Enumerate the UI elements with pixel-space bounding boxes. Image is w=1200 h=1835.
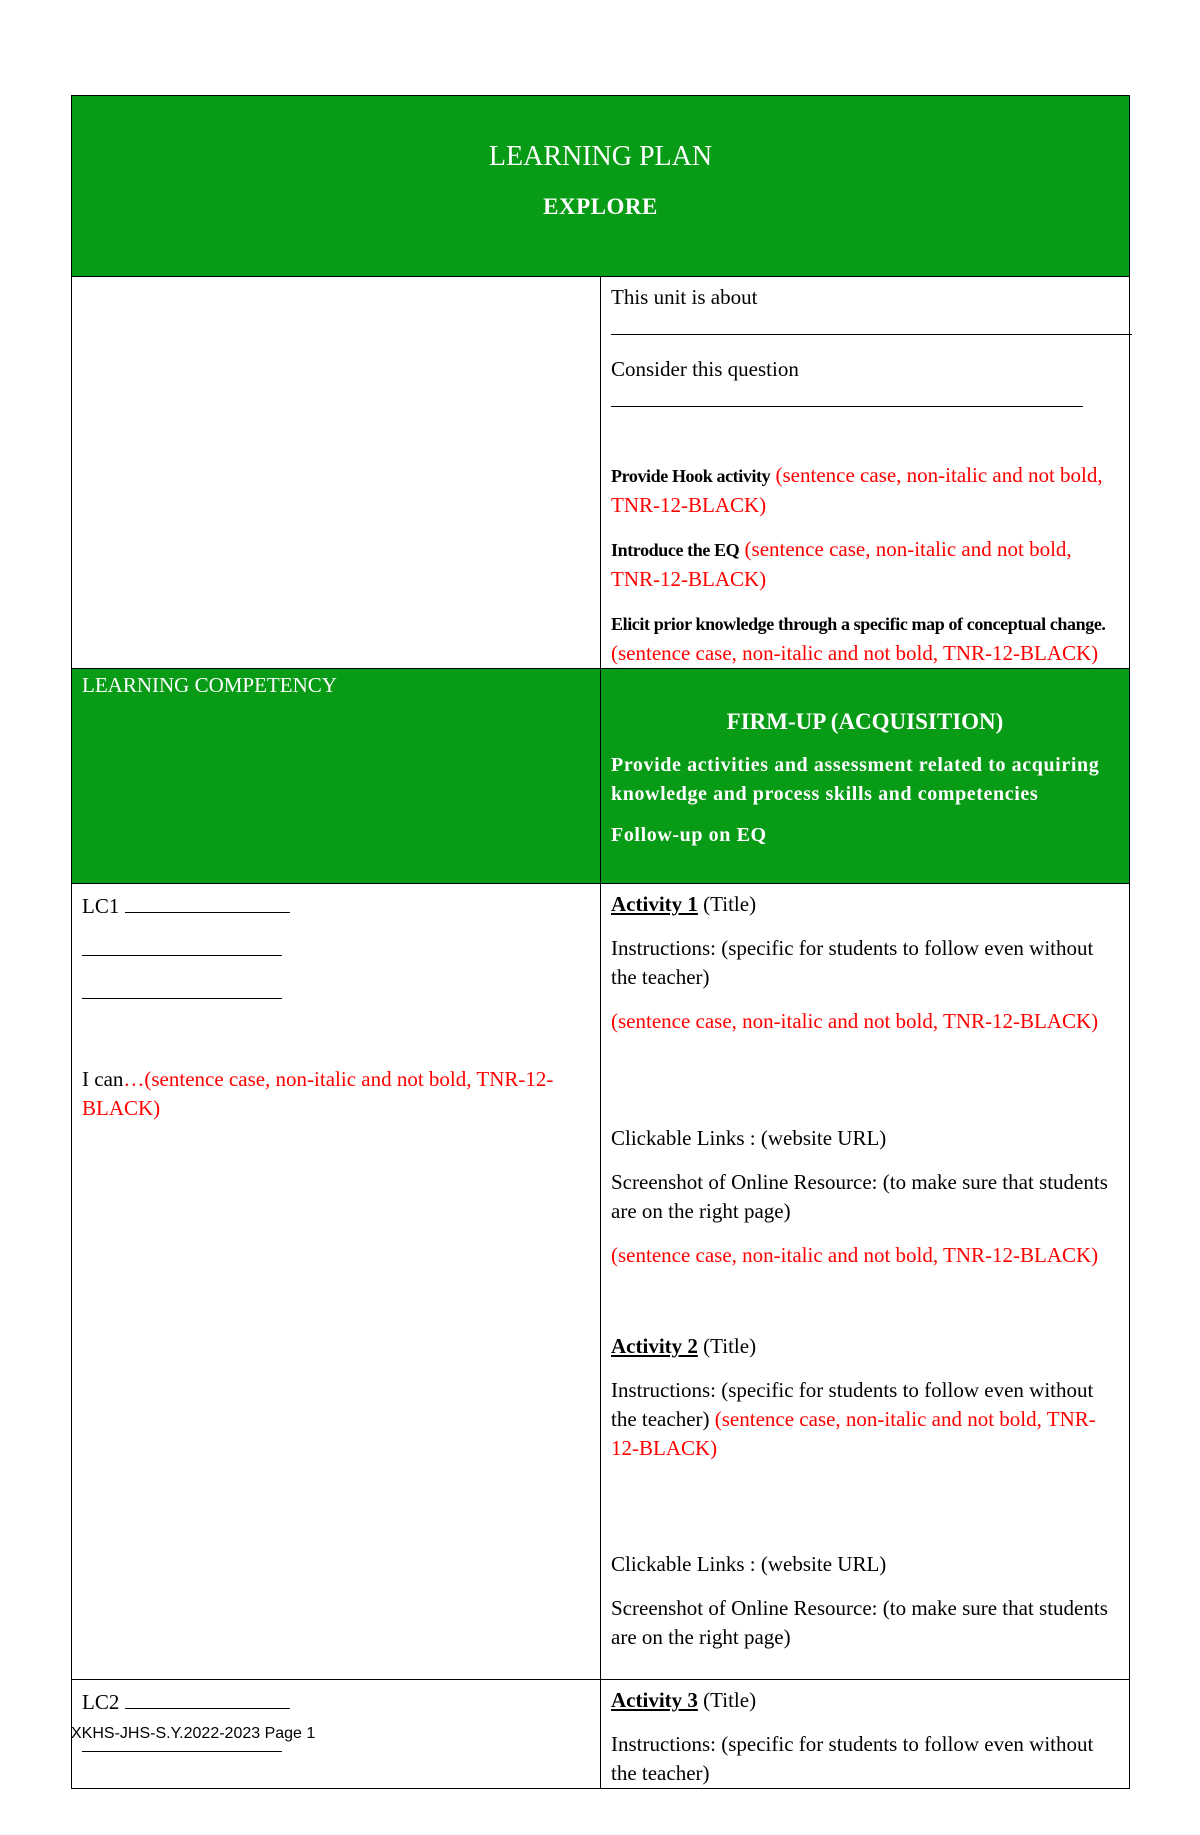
activity-2-screenshot: Screenshot of Online Resource: (to make sure that students are on the right page) — [611, 1596, 1108, 1649]
lc1-line — [82, 890, 590, 921]
activity-1-note: (sentence case, non-italic and not bold, TNR-12-BLACK) — [611, 1009, 1099, 1033]
activity-1-note-2: (sentence case, non-italic and not bold, TNR-12-BLACK) — [611, 1243, 1099, 1267]
ican-note: …(sentence case, non-italic and not bold, TNR-12-BLACK) — [82, 1067, 554, 1120]
activity-3-cell — [601, 1680, 1130, 1789]
learning-competency-label: LEARNING COMPETENCY — [82, 673, 337, 697]
explore-heading: EXPLORE — [543, 194, 658, 219]
activity-1-links: Clickable Links : (website URL) — [611, 1126, 887, 1150]
lc1-cell — [72, 884, 601, 1680]
activity-2-links: Clickable Links : (website URL) — [611, 1552, 887, 1576]
explore-row — [72, 277, 1130, 669]
activity-1-title: (Title) — [697, 892, 757, 916]
lc1-blank-3[interactable] — [82, 976, 282, 999]
consider-blank[interactable] — [611, 384, 1083, 407]
header-row — [72, 96, 1130, 277]
explore-content-cell — [601, 277, 1130, 669]
lc2-blank-1[interactable] — [125, 1686, 290, 1709]
hook-label: Provide Hook activity — [611, 466, 771, 486]
unit-about-line — [611, 283, 1119, 343]
firm-up-cell — [601, 669, 1130, 884]
activity-2-title: (Title) — [697, 1334, 757, 1358]
activity-3-name: Activity 3 — [611, 1688, 698, 1712]
activity-2-instructions-line — [611, 1376, 1119, 1463]
lc1-blank-1[interactable] — [125, 890, 290, 913]
plan-title: LEARNING PLAN — [488, 141, 713, 172]
eq-label: Introduce the EQ — [611, 540, 740, 560]
elicit-note: (sentence case, non-italic and not bold, TNR-12-BLACK) — [611, 641, 1099, 665]
elicit-line — [611, 609, 1119, 668]
consider-line — [611, 355, 1119, 415]
lc1-blank-2[interactable] — [82, 933, 282, 956]
lc1-label: LC1 — [82, 894, 120, 918]
activity-1-heading — [611, 890, 1119, 919]
activity-3-title: (Title) — [697, 1688, 757, 1712]
ican-line — [82, 1065, 590, 1123]
unit-about-blank[interactable] — [611, 312, 1132, 335]
learning-plan-table — [71, 95, 1130, 1789]
firm-up-description: Provide activities and assessment related to acquiring knowledge and process skills and competencies — [611, 754, 1100, 805]
activity-3-heading — [611, 1686, 1119, 1715]
page-footer: XKHS-JHS-S.Y.2022-2023 Page 1 — [71, 1725, 316, 1742]
hook-line — [611, 461, 1119, 520]
activities-1-2-cell — [601, 884, 1130, 1680]
lc1-blank-line-3 — [82, 976, 590, 1007]
activity-1-name: Activity 1 — [611, 892, 698, 916]
activity-1-screenshot: Screenshot of Online Resource: (to make sure that students are on the right page) — [611, 1170, 1108, 1223]
activity-2-name: Activity 2 — [611, 1334, 698, 1358]
explore-left-cell — [72, 277, 601, 669]
activity-2-note: (sentence case, non-italic and not bold, TNR-12-BLACK) — [611, 1407, 1096, 1460]
activity-2-instructions: Instructions: (specific for students to follow even without the teacher) — [611, 1378, 1094, 1431]
elicit-label: Elicit prior knowledge through a specific map of conceptual change. — [611, 614, 1106, 634]
lc1-row — [72, 884, 1130, 1680]
eq-line — [611, 535, 1119, 594]
activity-3-instructions: Instructions: (specific for students to follow even without the teacher) — [611, 1732, 1094, 1785]
eq-note: (sentence case, non-italic and not bold, TNR-12-BLACK) — [611, 537, 1072, 591]
lc2-label: LC2 — [82, 1690, 120, 1714]
competency-label-cell — [72, 669, 601, 884]
ican-label: I can — [82, 1067, 124, 1091]
lc1-blank-line-2 — [82, 933, 590, 964]
unit-about-label: This unit is about — [611, 285, 758, 309]
header-cell — [72, 96, 1130, 277]
firm-up-heading: FIRM-UP (ACQUISITION) — [726, 709, 1004, 734]
hook-note: (sentence case, non-italic and not bold, TNR-12-BLACK) — [611, 463, 1103, 517]
activity-1-instructions: Instructions: (specific for students to follow even without the teacher) — [611, 936, 1094, 989]
lc2-line — [82, 1686, 590, 1717]
competency-row — [72, 669, 1130, 884]
follow-up-eq: Follow-up on EQ — [611, 824, 767, 846]
consider-label: Consider this question — [611, 357, 799, 381]
activity-2-heading — [611, 1332, 1119, 1361]
